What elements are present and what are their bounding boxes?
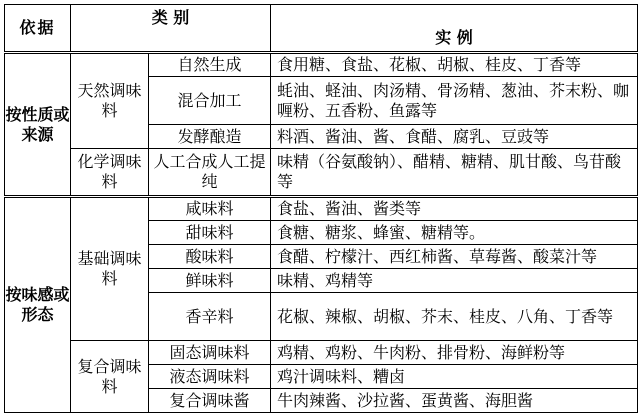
example-cell: 牛肉辣酱、沙拉酱、蛋黄酱、海胆酱 [271, 389, 638, 413]
sub-category-cell: 固态调味料 [149, 341, 271, 365]
example-cell: 味精（谷氨酸钠）、醋精、糖精、肌甘酸、鸟苷酸等 [271, 149, 638, 197]
example-cell: 食糖、糖浆、蜂蜜、糖精等。 [271, 221, 638, 245]
table-row [5, 341, 638, 365]
sub-category-cell: 混合加工 [149, 77, 271, 125]
table-row [5, 149, 638, 173]
example-cell: 料酒、酱油、酱、食醋、腐乳、豆豉等 [271, 125, 638, 149]
basis-cell: 按味感或形态 [5, 197, 71, 413]
main-category-cell: 基础调味料 [71, 197, 149, 341]
sub-category-cell: 人工合成人工提纯 [149, 149, 271, 197]
example-cell: 食用糖、食盐、花椒、胡椒、桂皮、丁香等 [271, 53, 638, 77]
example-cell: 鸡精、鸡粉、牛肉粉、排骨粉、海鲜粉等 [271, 341, 638, 365]
sub-category-cell: 复合调味酱 [149, 389, 271, 413]
header-row [5, 5, 638, 53]
table-row [5, 197, 638, 221]
main-category-cell: 复合调味料 [71, 341, 149, 413]
sub-category-cell: 香辛料 [149, 293, 271, 341]
header-category: 类 别 [71, 5, 271, 53]
table-row [5, 53, 638, 77]
example-cell: 花椒、辣椒、胡椒、芥末、桂皮、八角、丁香等 [271, 293, 638, 341]
sub-category-cell: 鲜味料 [149, 269, 271, 293]
main-category-cell: 天然调味料 [71, 53, 149, 149]
sub-category-cell: 发酵酿造 [149, 125, 271, 149]
seasoning-classification-table [4, 4, 638, 413]
main-category-cell: 化学调味料 [71, 149, 149, 197]
header-basis: 依据 [5, 5, 71, 53]
sub-category-cell: 酸味料 [149, 245, 271, 269]
example-cell: 食醋、柠檬汁、西红柿酱、草莓酱、酸菜汁等 [271, 245, 638, 269]
sub-category-cell: 甜味料 [149, 221, 271, 245]
sub-category-cell: 咸味料 [149, 197, 271, 221]
basis-cell: 按性质或来源 [5, 53, 71, 197]
example-cell: 蚝油、蛏油、肉汤精、骨汤精、葱油、芥末粉、咖喱粉、五香粉、鱼露等 [271, 77, 638, 125]
example-cell: 鸡汁调味料、糟卤 [271, 365, 638, 389]
sub-category-cell: 液态调味料 [149, 365, 271, 389]
example-cell: 食盐、酱油、酱类等 [271, 197, 638, 221]
header-examples: 实 例 [271, 5, 638, 53]
sub-category-cell: 自然生成 [149, 53, 271, 77]
example-cell: 味精、鸡精等 [271, 269, 638, 293]
